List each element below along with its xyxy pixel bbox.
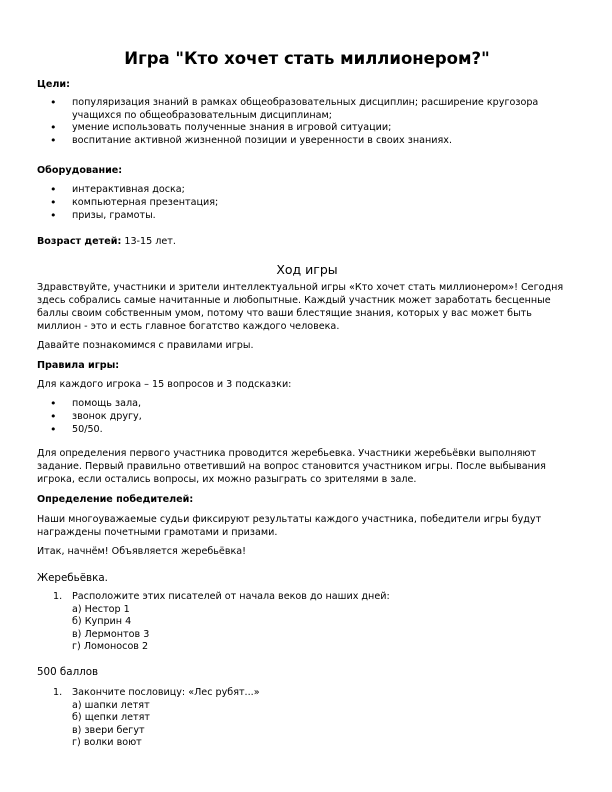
draw-heading: Жеребьёвка. (37, 572, 108, 584)
answer-option: а) Нестор 1 (72, 603, 130, 615)
list-item: • компьютерная презентация; (37, 196, 437, 209)
question-text: Расположите этих писателей от начала веков до наших дней: (72, 591, 390, 602)
rules-list (37, 397, 337, 436)
winners-text: Наши многоуважаемые судьи фиксируют результаты каждого участника, победители игры будут награждены почетными грамотами и призами. (37, 514, 542, 538)
age-line (37, 235, 567, 248)
answer-option: г) Ломоносов 2 (72, 641, 149, 652)
answer-option: б) щепки летят (72, 712, 150, 723)
intro-paragraph: Здравствуйте, участники и зрители интеллектуальной игры «Кто хочет стать миллионером»! Сегодня здесь собрались самые начитанные и любопытные. Каждый участник может заработать бесценные баллы своим собственным умом, потому что ваши блестящие знания, которых у вас может быть миллион - это и есть главное богатство каждого человека. (37, 282, 564, 332)
goals-heading: Цели: (37, 79, 70, 90)
draw-question (37, 591, 537, 661)
age-value: 13-15 лет. (121, 236, 176, 247)
rules-intro: Давайте познакомимся с правилами игры. (37, 340, 254, 351)
rules-text: Для каждого игрока – 15 вопросов и 3 подсказки: (37, 379, 292, 390)
equipment-list (37, 183, 437, 222)
answer-option: г) волки воют (72, 737, 142, 748)
answer-option: в) звери бегут (72, 724, 145, 736)
answer-option: б) Куприн 4 (72, 616, 132, 627)
list-item: • интерактивная доска; (37, 183, 437, 196)
list-item: • популяризация знаний в рамках общеобразовательных дисциплин; расширение кругозора учащихся по общеобразовательным дисциплинам; (37, 97, 567, 122)
answer-option: в) Лермонтов 3 (72, 628, 150, 640)
list-item: • 50/50. (37, 423, 337, 436)
rules-heading: Правила игры: (37, 360, 120, 371)
announce-text: Итак, начнём! Объявляется жеребьёвка! (37, 546, 247, 557)
page-title: Игра "Кто хочет стать миллионером?" (124, 49, 490, 68)
list-item: • воспитание активной жизненной позиции и уверенности в своих знаниях. (37, 135, 567, 148)
draw-paragraph: Для определения первого участника проводится жеребьевка. Участники жеребьёвки выполняют задание. Первый правильно ответивший на вопрос становится участником игры. После выбывания игрока, если остались вопросы, их можно разыграть со зрителями в зале. (37, 448, 546, 485)
answer-option: а) шапки летят (72, 699, 150, 711)
goals-list (37, 97, 567, 147)
points-question (37, 687, 537, 757)
game-flow-title: Ход игры (276, 262, 338, 277)
question-number: 1. (53, 591, 63, 602)
question-text: Закончите пословицу: «Лес рубят...» (72, 687, 260, 698)
points-heading: 500 баллов (37, 666, 99, 678)
list-item: • звонок другу, (37, 410, 337, 423)
equipment-heading: Оборудование: (37, 165, 123, 176)
question-number: 1. (53, 687, 63, 698)
winners-heading: Определение победителей: (37, 494, 194, 505)
list-item: • умение использовать полученные знания в игровой ситуации; (37, 122, 567, 135)
list-item: • призы, грамоты. (37, 209, 437, 222)
age-label: Возраст детей: (37, 236, 122, 247)
list-item: • помощь зала, (37, 397, 337, 410)
